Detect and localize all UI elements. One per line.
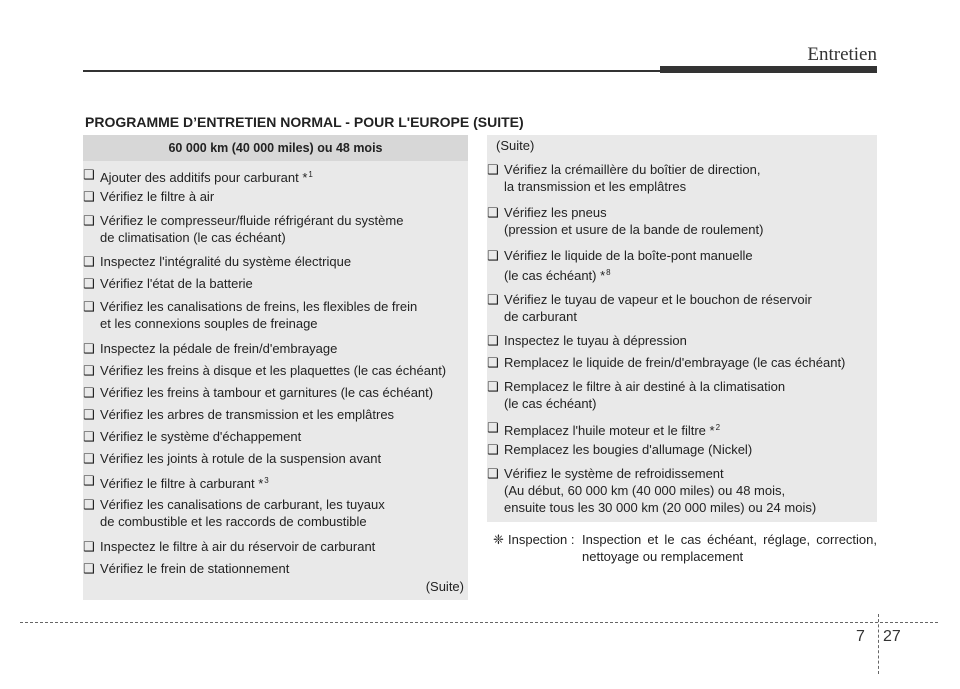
page-number: 27 — [883, 628, 901, 645]
checkbox-icon: ❑ — [487, 379, 499, 394]
left-list-item — [83, 538, 468, 555]
item-text-line: Vérifiez les joints à rotule de la suspension avant — [100, 451, 382, 466]
checkbox-icon: ❑ — [83, 429, 95, 444]
item-text-line: Remplacez le liquide de frein/d'embrayage (le cas échéant) — [504, 355, 846, 370]
left-list-item — [83, 472, 468, 492]
checkbox-icon: ❑ — [83, 299, 95, 314]
item-text-line: Vérifiez les freins à tambour et garnitures (le cas échéant) — [100, 385, 434, 400]
item-text-line: Inspectez le tuyau à dépression — [504, 333, 687, 348]
footnote-marker: 8 — [606, 268, 611, 277]
checkbox-icon: ❑ — [83, 254, 95, 269]
left-list-item — [83, 428, 468, 445]
item-text-line: Remplacez les bougies d'allumage (Nickel) — [504, 442, 753, 457]
left-list-item — [83, 384, 468, 401]
checkbox-icon: ❑ — [83, 213, 95, 228]
item-text-line: de climatisation (le cas échéant) — [100, 230, 286, 245]
item-text-line: et les connexions souples de freinage — [100, 316, 318, 331]
checkbox-icon: ❑ — [83, 451, 95, 466]
item-text-line: (pression et usure de la bande de roulement) — [504, 222, 764, 237]
left-list-item — [83, 275, 468, 292]
item-text-line: ensuite tous les 30 000 km (20 000 miles) ou 24 mois) — [504, 500, 817, 515]
item-text-line: de carburant — [504, 309, 577, 324]
checkbox-icon: ❑ — [83, 341, 95, 356]
item-text-line: Vérifiez le système d'échappement — [100, 429, 302, 444]
right-list-item — [487, 354, 877, 371]
checkbox-icon: ❑ — [487, 333, 499, 348]
footnote-marker: 2 — [715, 423, 721, 432]
checkbox-icon: ❑ — [83, 189, 95, 204]
checkbox-icon: ❑ — [487, 420, 499, 435]
footnote-marker: 1 — [308, 170, 313, 179]
item-text-line: Vérifiez les canalisations de carburant, les tuyaux — [100, 497, 385, 512]
right-list-item — [487, 441, 877, 458]
left-list-item — [83, 560, 468, 577]
checkbox-icon: ❑ — [83, 363, 95, 378]
right-list-item — [487, 204, 877, 238]
left-list-item — [83, 188, 468, 205]
right-list-item — [487, 161, 877, 195]
chapter-number: 7 — [856, 628, 865, 645]
left-panel — [83, 135, 468, 600]
item-text-line: Vérifiez les pneus — [504, 205, 607, 220]
header-rule-thick — [660, 66, 877, 73]
left-list-item — [83, 166, 468, 186]
item-text-line: Vérifiez les arbres de transmission et les emplâtres — [100, 407, 395, 422]
right-list-item — [487, 378, 877, 412]
footnote-marker: 3 — [264, 476, 269, 485]
right-panel — [487, 135, 877, 522]
left-list-item — [83, 450, 468, 467]
item-text-line: Vérifiez les canalisations de freins, les flexibles de frein — [100, 299, 418, 314]
item-text-line: Vérifiez le filtre à carburant *$^3$ — [100, 476, 269, 491]
left-list-item — [83, 340, 468, 357]
item-text-line: Ajouter des additifs pour carburant *$^1$ — [100, 170, 313, 185]
checkbox-icon: ❑ — [83, 167, 95, 182]
item-text-line: (Au début, 60 000 km (40 000 miles) ou 48 mois, — [504, 483, 786, 498]
left-panel-heading: 60 000 km (40 000 miles) ou 48 mois — [83, 135, 468, 161]
note-text: Inspection et le cas échéant, réglage, correction, nettoyage ou remplacement — [582, 532, 877, 564]
checkbox-icon: ❑ — [83, 539, 95, 554]
checkbox-icon: ❑ — [83, 473, 95, 488]
checkbox-icon: ❑ — [487, 442, 499, 457]
item-text-line: Vérifiez la crémaillère du boîtier de direction, — [504, 162, 761, 177]
right-list-item — [487, 465, 877, 516]
right-list-item — [487, 247, 877, 284]
item-text-line: de combustible et les raccords de combustible — [100, 514, 367, 529]
footer-divider — [878, 614, 879, 674]
item-text-line: Vérifiez le frein de stationnement — [100, 561, 290, 576]
item-text-line: Inspectez l'intégralité du système électrique — [100, 254, 352, 269]
left-list-item — [83, 298, 468, 332]
right-list-item — [487, 291, 877, 325]
item-text-line: la transmission et les emplâtres — [504, 179, 687, 194]
right-continued-label: (Suite) — [496, 138, 535, 153]
left-list-item — [83, 406, 468, 423]
checkbox-icon: ❑ — [83, 561, 95, 576]
item-text-line: (le cas échéant) *$^8$ — [504, 268, 611, 283]
item-text-line: Inspectez la pédale de frein/d'embrayage — [100, 341, 338, 356]
left-list-item — [83, 212, 468, 246]
checkbox-icon: ❑ — [487, 355, 499, 370]
checkbox-icon: ❑ — [487, 466, 499, 481]
item-text-line: Vérifiez le filtre à air — [100, 189, 215, 204]
chapter-title: Entretien — [807, 44, 877, 65]
item-text-line: Vérifiez le tuyau de vapeur et le bouchon de réservoir — [504, 292, 812, 307]
section-title: PROGRAMME D’ENTRETIEN NORMAL - POUR L'EUROPE (SUITE) — [85, 114, 524, 130]
item-text-line: Remplacez le filtre à air destiné à la climatisation — [504, 379, 786, 394]
left-list-item — [83, 362, 468, 379]
note-label: Inspection : — [508, 532, 575, 547]
header-rule-thin — [83, 70, 661, 72]
left-list-item — [83, 253, 468, 270]
left-continued-label: (Suite) — [425, 579, 464, 594]
note-symbol-icon: ❈ — [493, 532, 504, 547]
item-text-line: Vérifiez l'état de la batterie — [100, 276, 253, 291]
right-list-item — [487, 332, 877, 349]
left-list-item — [83, 496, 468, 530]
checkbox-icon: ❑ — [487, 162, 499, 177]
item-text-line: Vérifiez le système de refroidissement — [504, 466, 724, 481]
checkbox-icon: ❑ — [83, 497, 95, 512]
footer-rule — [20, 622, 938, 623]
item-text-line: Vérifiez les freins à disque et les plaquettes (le cas échéant) — [100, 363, 447, 378]
checkbox-icon: ❑ — [83, 276, 95, 291]
item-text-line: (le cas échéant) — [504, 396, 597, 411]
checkbox-icon: ❑ — [83, 385, 95, 400]
item-text-line: Vérifiez le compresseur/fluide réfrigérant du système — [100, 213, 404, 228]
item-text-line: Remplacez l'huile moteur et le filtre *$^2$ — [504, 423, 721, 438]
right-list-item — [487, 419, 877, 439]
checkbox-icon: ❑ — [487, 205, 499, 220]
checkbox-icon: ❑ — [83, 407, 95, 422]
item-text-line: Inspectez le filtre à air du réservoir de carburant — [100, 539, 376, 554]
item-text-line: Vérifiez le liquide de la boîte-pont manuelle — [504, 248, 753, 263]
checkbox-icon: ❑ — [487, 292, 499, 307]
checkbox-icon: ❑ — [487, 248, 499, 263]
